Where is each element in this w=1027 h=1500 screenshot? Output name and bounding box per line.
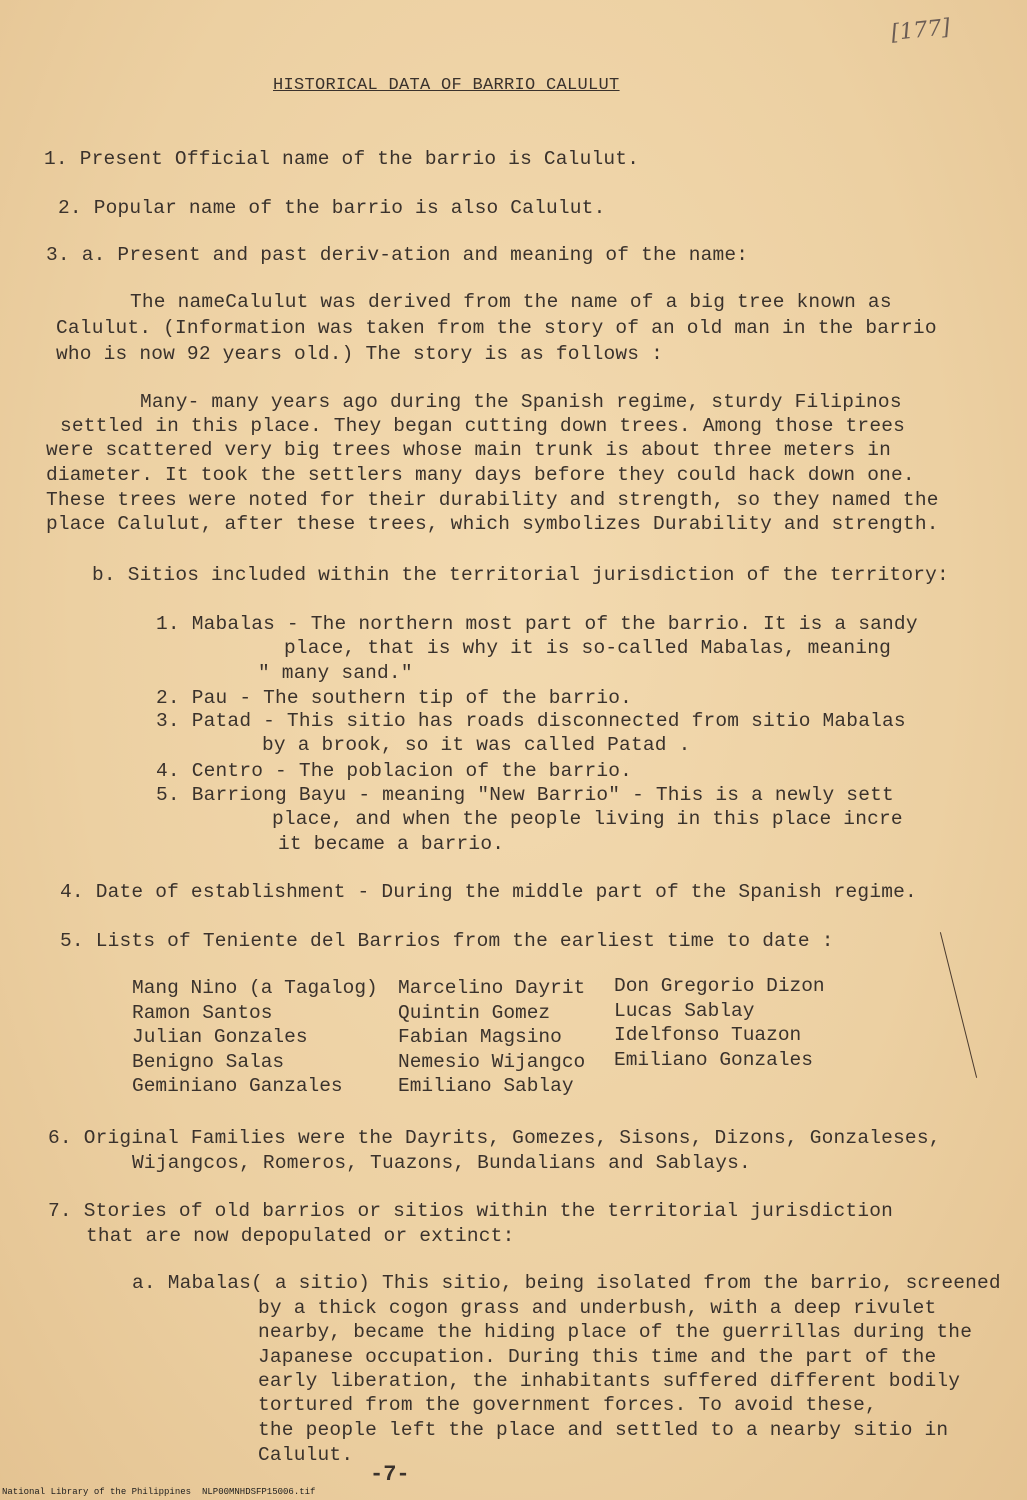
item-3b: b. Sitios included within the territorial jurisdiction of the territory: [92, 564, 949, 586]
sitio-line: 4. Centro - The poblacion of the barrio. [156, 760, 633, 782]
paragraph-line: settled in this place. They began cutting down trees. Among those trees [60, 415, 906, 437]
item-1: 1. Present Official name of the barrio is Calulut. [44, 148, 640, 170]
teniente-name: Benigno Salas [132, 1050, 285, 1073]
teniente-name: Quintin Gomez [398, 1001, 551, 1024]
paragraph-line: diameter. It took the settlers many days before they could hack down one. [46, 464, 915, 486]
item-6-line: Wijangcos, Romeros, Tuazons, Bundalians and Sablays. [132, 1152, 751, 1174]
teniente-name: Geminiano Ganzales [132, 1075, 343, 1098]
teniente-name: Don Gregorio Dizon [614, 975, 825, 997]
item-7a-line: early liberation, the inhabitants suffered different bodily [258, 1370, 961, 1392]
item-3a: 3. a. Present and past deriv-ation and meaning of the name: [46, 244, 749, 266]
item-7a-line: the people left the place and settled to a nearby sitio in [258, 1419, 949, 1441]
sitio-line: " many sand." [258, 662, 413, 684]
paragraph-line: The nameCalulut was derived from the name of a big tree known as [130, 291, 892, 313]
teniente-name: Emiliano Sablay [398, 1075, 574, 1098]
paragraph-line: place Calulut, after these trees, which symbolizes Durability and strength. [46, 513, 939, 535]
item-7a-line: Japanese occupation. During this time and the part of the [258, 1346, 937, 1368]
paragraph-line: were scattered very big trees whose main trunk is about three meters in [46, 439, 892, 461]
page-title: HISTORICAL DATA OF BARRIO CALULUT [273, 76, 620, 95]
teniente-column-2 [398, 976, 585, 1099]
paragraph-line: Many- many years ago during the Spanish regime, sturdy Filipinos [140, 391, 902, 413]
paragraph-line: Calulut. (Information was taken from the story of an old man in the barrio [56, 317, 937, 339]
item-7a-line: nearby, became the hiding place of the guerrillas during the [258, 1321, 973, 1343]
footer-filename: NLP00MNHDSFP15006.tif [202, 1487, 316, 1497]
teniente-name: Marcelino Dayrit [398, 977, 586, 999]
teniente-name: Idelfonso Tuazon [614, 1024, 802, 1047]
teniente-name: Julian Gonzales [132, 1026, 308, 1049]
paragraph-line: These trees were noted for their durability and strength, so they named the [46, 489, 939, 511]
item-6-line: 6. Original Families were the Dayrits, Gomezes, Sisons, Dizons, Gonzaleses, [48, 1127, 941, 1149]
sitio-line: place, and when the people living in this place incre [272, 808, 903, 830]
footer-library: National Library of the Philippines [2, 1487, 192, 1497]
teniente-name: Ramon Santos [132, 1001, 273, 1024]
teniente-column-1 [132, 976, 378, 1099]
item-7a-line: by a thick cogon grass and underbush, with a deep rivulet [258, 1297, 937, 1319]
sitio-line: 5. Barriong Bayu - meaning "New Barrio" - This is a newly sett [156, 784, 894, 806]
teniente-name: Lucas Sablay [614, 999, 755, 1022]
item-4: 4. Date of establishment - During the middle part of the Spanish regime. [60, 881, 917, 903]
teniente-name: Emiliano Gonzales [614, 1048, 813, 1071]
archive-mark: [177] [889, 14, 952, 47]
page-number: -7- [370, 1462, 410, 1487]
teniente-name: Mang Nino (a Tagalog) [132, 977, 378, 999]
item-7a-line: tortured from the government forces. To avoid these, [258, 1394, 877, 1416]
item-7a-line: Calulut. [258, 1444, 354, 1466]
sitio-line: 2. Pau - The southern tip of the barrio. [156, 687, 633, 709]
teniente-name: Nemesio Wijangco [398, 1050, 586, 1073]
teniente-name: Fabian Magsino [398, 1026, 562, 1049]
sitio-line: it became a barrio. [278, 833, 505, 855]
sitio-line: 3. Patad - This sitio has roads disconnected from sitio Mabalas [156, 710, 906, 732]
margin-pen-stroke [940, 932, 977, 1078]
sitio-line: 1. Mabalas - The northern most part of the barrio. It is a sandy [156, 613, 918, 635]
item-7a-line: a. Mabalas( a sitio) This sitio, being isolated from the barrio, screened [132, 1272, 1001, 1294]
item-7-line: that are now depopulated or extinct: [86, 1225, 515, 1247]
item-5: 5. Lists of Teniente del Barrios from the earliest time to date : [60, 930, 834, 952]
item-7-line: 7. Stories of old barrios or sitios within the territorial jurisdiction [48, 1200, 894, 1222]
paragraph-line: who is now 92 years old.) The story is as follows : [56, 343, 663, 365]
sitio-line: place, that is why it is so-called Mabalas, meaning [284, 637, 891, 659]
sitio-line: by a brook, so it was called Patad . [262, 734, 691, 756]
item-2: 2. Popular name of the barrio is also Calulut. [58, 197, 606, 219]
teniente-column-3 [614, 974, 825, 1072]
